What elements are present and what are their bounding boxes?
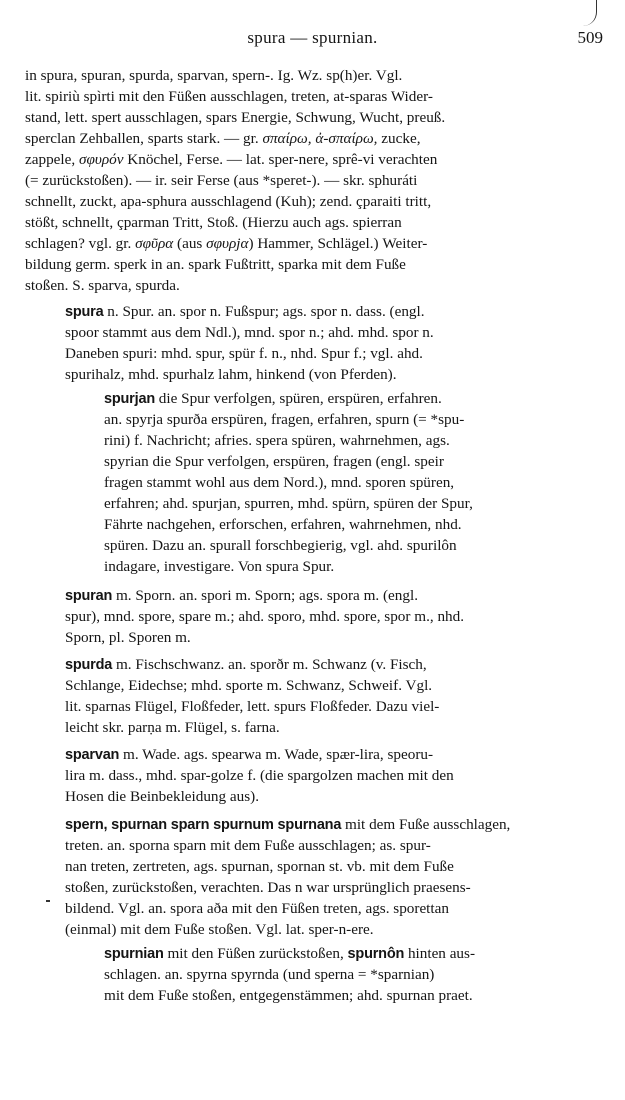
text-run: ) Hammer, Schlägel.) Weiter- [248, 235, 428, 252]
entry-text: m. Sporn. an. spori m. Sporn; ags. spora m. (engl. [112, 587, 418, 604]
entry-line: indagare, investigare. Von spura Spur. [104, 558, 335, 575]
intro-line: stößt, schnellt, çparman Tritt, Stoß. (Hierzu auch ags. spierran [25, 214, 402, 231]
entry-text: die Spur verfolgen, spüren, erspüren, erfahren. [154, 390, 442, 407]
entry-headword: spern, spurnan sparn spurnum spurnana [65, 817, 342, 833]
entry-line: nan treten, zertreten, ags. spurnan, spornan st. vb. mit dem Fuße [65, 858, 454, 875]
entry-text: m. Wade. ags. spearwa m. Wade, spær-lira, speoru- [119, 746, 434, 763]
intro-line [25, 234, 427, 254]
entry-headword: sparvan [65, 747, 120, 763]
entry-line: lit. sparnas Flügel, Floßfeder, lett. spurs Floßfeder. Dazu viel- [65, 698, 440, 715]
entry-headword: spura [65, 304, 104, 320]
greek-text: σφυρjα [206, 235, 249, 252]
running-head: spura — spurnian. [247, 28, 378, 47]
entry-line: fragen stammt wohl aus dem Nord.), mnd. sporen spüren, [104, 474, 455, 491]
entry-line: Fährte nachgehen, erforschen, erfahren, wahrnehmen, nhd. [104, 516, 462, 533]
page-number: 509 [577, 28, 603, 47]
entry-line: spyrian die Spur verfolgen, erspüren, fragen (engl. speir [104, 453, 444, 470]
entry-spuran [65, 586, 418, 606]
entry-line: treten. an. sporna sparn mit dem Fuße ausschlagen; as. spur- [65, 837, 431, 854]
text-run: (aus [173, 235, 207, 252]
entry-line: rini) f. Nachricht; afries. spera spüren, wahrnehmen, ags. [104, 432, 450, 449]
entry-headword-variant: spurnôn [347, 946, 405, 962]
entry-sparvan [65, 745, 433, 765]
entry-text: mit dem Fuße ausschlagen, [341, 816, 511, 833]
entry-line: spoor stammt aus dem Ndl.), mnd. spor n.; ahd. mhd. spor n. [65, 324, 434, 341]
entry-spern [65, 815, 510, 835]
entry-line: bildend. Vgl. an. spora aða mit den Füßen treten, ags. sporettan [65, 900, 449, 917]
entry-line: spur), mnd. spore, spare m.; ahd. sporo, mhd. spore, spor m., nhd. [65, 608, 465, 625]
intro-line: (= zurückstoßen). — ir. seir Ferse (aus *speret-). — skr. sphuráti [25, 172, 418, 189]
entry-text: mit den Füßen zurückstoßen, [163, 945, 348, 962]
entry-line: an. spyrja spurða erspüren, fragen, erfahren, spurn (= *spu- [104, 411, 465, 428]
greek-text: σφῦρα [135, 235, 174, 252]
text-run: schlagen? vgl. gr. [25, 235, 136, 252]
intro-line: in spura, spuran, spurda, sparvan, spern-. Ig. Wz. sp(h)er. Vgl. [25, 67, 403, 84]
intro-line: stoßen. S. sparva, spurda. [25, 277, 180, 294]
entry-line: leicht skr. parṇa m. Flügel, s. farna. [65, 719, 280, 736]
entry-headword: spuran [65, 588, 113, 604]
text-run: Knöchel, Ferse. — lat. sper-nere, sprê-vi verachten [123, 151, 438, 168]
entry-line: Sporn, pl. Sporen m. [65, 629, 191, 646]
entry-line: erfahren; ahd. spurjan, spurren, mhd. spürn, spüren der Spur, [104, 495, 473, 512]
entry-line: mit dem Fuße stoßen, entgegenstämmen; ahd. spurnan praet. [104, 987, 473, 1004]
entry-text: n. Spur. an. spor n. Fußspur; ags. spor n. dass. (engl. [103, 303, 425, 320]
entry-line: lira m. dass., mhd. spar-golze f. (die spargolzen machen mit den [65, 767, 454, 784]
entry-spurda [65, 655, 427, 675]
entry-text: hinten aus- [404, 945, 475, 962]
entry-line: spurihalz, mhd. spurhalz lahm, hinkend (von Pferden). [65, 366, 397, 383]
intro-line: lit. spiriù spìrti mit den Füßen ausschlagen, treten, at-sparas Wider- [25, 88, 433, 105]
entry-line: Hosen die Beinbekleidung aus). [65, 788, 260, 805]
intro-line: stand, lett. spert ausschlagen, spars Energie, Schwung, Wucht, preuß. [25, 109, 446, 126]
page-corner-mark [582, 0, 597, 26]
entry-line: schlagen. an. spyrna spyrnda (und sperna = *sparnian) [104, 966, 435, 983]
intro-line: bildung germ. sperk in an. spark Fußtritt, sparka mit dem Fuße [25, 256, 406, 273]
text-run: zucke, [377, 130, 421, 147]
entry-line: stoßen, zurückstoßen, verachten. Das n war ursprünglich praesens- [65, 879, 471, 896]
entry-headword: spurjan [104, 391, 155, 407]
entry-headword: spurnian [104, 946, 164, 962]
entry-text: m. Fischschwanz. an. sporðr m. Schwanz (v. Fisch, [112, 656, 427, 673]
entry-spurjan [104, 389, 442, 409]
entry-line: Schlange, Eidechse; mhd. sporte m. Schwanz, Schweif. Vgl. [65, 677, 433, 694]
greek-text: σφυρόν [78, 151, 124, 168]
entry-line: (einmal) mit dem Fuße stoßen. Vgl. lat. sper-n-ere. [65, 921, 374, 938]
text-run: sperclan Zehballen, sparts stark. — gr. [25, 130, 263, 147]
intro-line [25, 129, 421, 149]
greek-text: σπαίρω, ἀ-σπαίρω, [262, 130, 378, 147]
entry-line: spüren. Dazu an. spurall forschbegierig, vgl. ahd. spurilôn [104, 537, 457, 554]
intro-line [25, 150, 437, 170]
entry-line: Daneben spuri: mhd. spur, spür f. n., nhd. Spur f.; vgl. ahd. [65, 345, 423, 362]
margin-mark [46, 900, 50, 902]
text-run: zappele, [25, 151, 79, 168]
intro-line: schnellt, zuckt, apa-sphura ausschlagend (Kuh); zend. çparaiti tritt, [25, 193, 432, 210]
entry-spurnian [104, 944, 475, 964]
entry-headword: spurda [65, 657, 113, 673]
entry-spura [65, 302, 425, 322]
